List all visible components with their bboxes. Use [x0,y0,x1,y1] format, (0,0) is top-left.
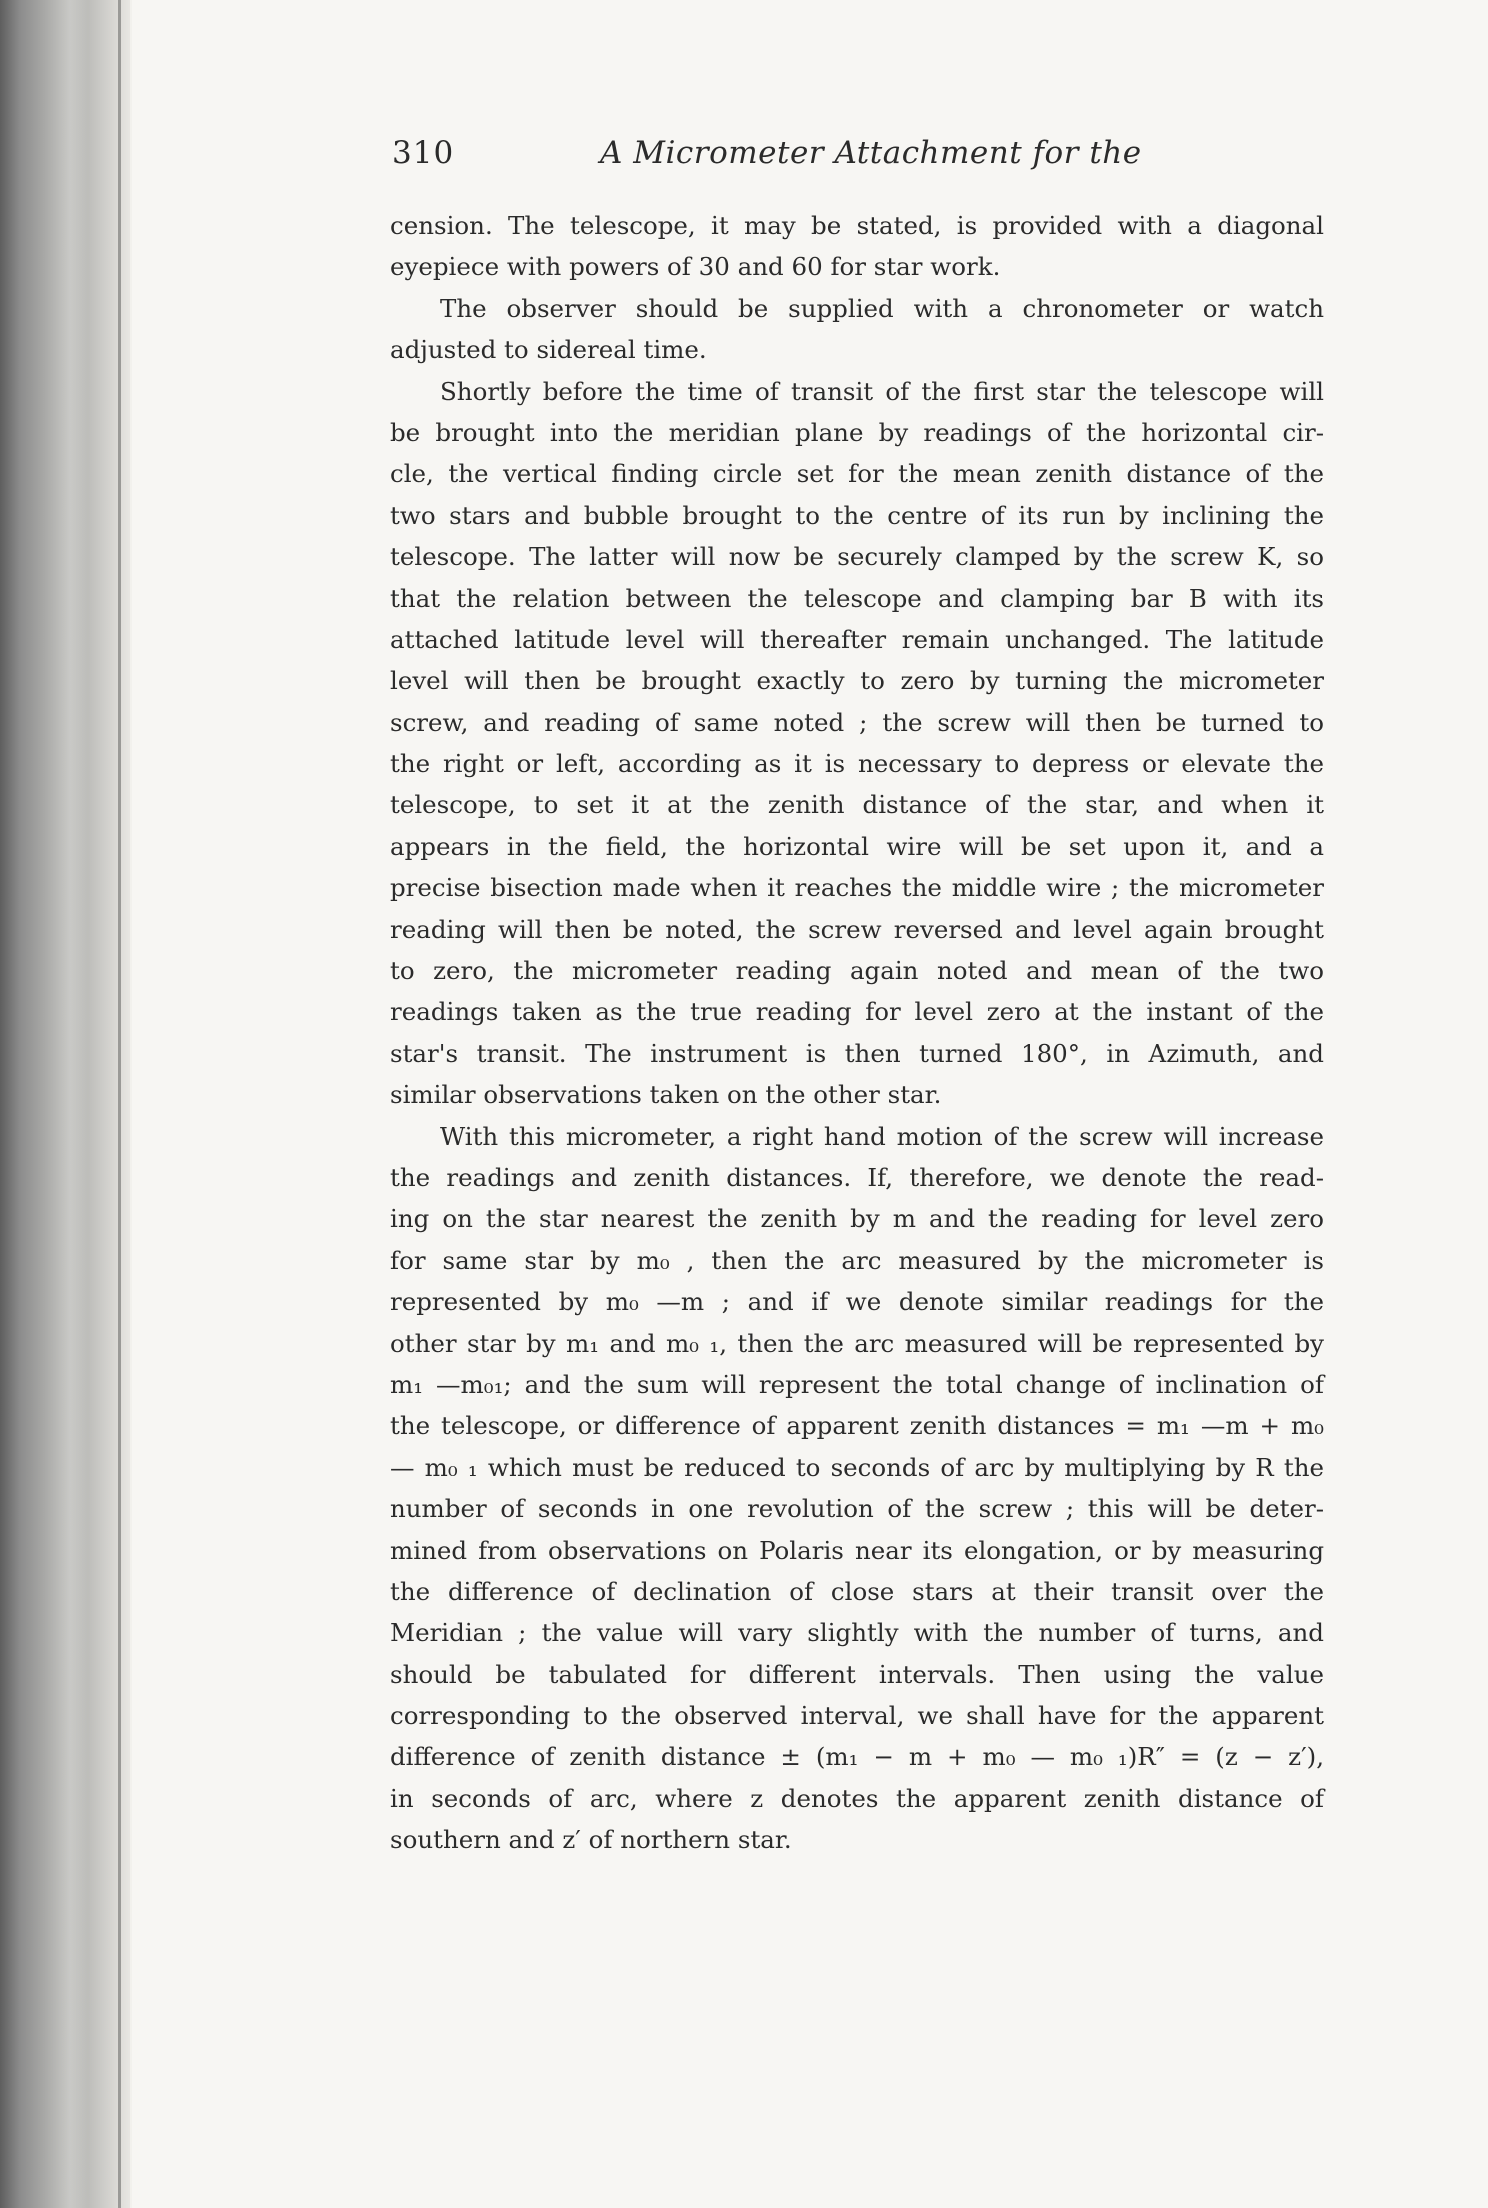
text-line: mined from observations on Polaris near its elongation, or by measuring [390,1535,1324,1565]
text-line: Meridian ; the value will vary slightly with the number of turns, and [390,1618,1324,1648]
book-binding-edge [0,0,130,2208]
text-line: number of seconds in one revolution of the screw ; this will be deter- [390,1494,1324,1524]
text-line: the readings and zenith distances. If, therefore, we denote the read- [390,1162,1324,1192]
text-line: southern and z′ of northern star. [390,1825,792,1855]
body-text [390,205,1324,1861]
paragraph [390,288,1324,371]
text-line: represented by m₀ —m ; and if we denote similar readings for the [390,1287,1324,1317]
text-line: screw, and reading of same noted ; the screw will then be turned to [390,707,1324,737]
text-line: similar observations taken on the other star. [390,1080,942,1110]
text-line: appears in the field, the horizontal wire will be set upon it, and a [390,831,1324,861]
page-number: 310 [392,135,455,171]
text-line: eyepiece with powers of 30 and 60 for star work. [390,252,1001,282]
text-line: The observer should be supplied with a chronometer or watch [440,293,1324,323]
text-line: attached latitude level will thereafter remain unchanged. The latitude [390,624,1324,654]
text-line: that the relation between the telescope and clamping bar B with its [390,583,1324,613]
text-line: cle, the vertical finding circle set for the mean zenith distance of the [390,459,1324,489]
text-line: to zero, the micrometer reading again noted and mean of the two [390,956,1324,986]
text-line: adjusted to sidereal time. [390,335,707,365]
text-line: the difference of declination of close stars at their transit over the [390,1576,1324,1606]
text-line: the telescope, or difference of apparent zenith distances = m₁ —m + m₀ [390,1411,1324,1441]
text-line: should be tabulated for different intervals. Then using the value [390,1659,1324,1689]
text-line: — m₀ ₁ which must be reduced to seconds of arc by multiplying by R the [390,1452,1324,1482]
text-line: cension. The telescope, it may be stated, is provided with a diagonal [390,211,1324,240]
running-title: A Micrometer Attachment for the [600,135,1142,171]
binding-shadow-line [118,0,121,2208]
text-line: for same star by m₀ , then the arc measured by the micrometer is [390,1245,1324,1275]
text-line: precise bisection made when it reaches the middle wire ; the micrometer [390,873,1324,903]
paragraph [390,205,1324,288]
text-line: telescope. The latter will now be securely clamped by the screw K, so [390,542,1324,572]
text-line: be brought into the meridian plane by readings of the horizontal cir- [390,417,1324,447]
text-line: difference of zenith distance ± (m₁ − m + m₀ — m₀ ₁)R″ = (z − z′), [390,1742,1324,1772]
text-line: Shortly before the time of transit of the first star the telescope will [440,376,1324,406]
text-line: corresponding to the observed interval, we shall have for the apparent [390,1701,1324,1731]
text-line: the right or left, according as it is necessary to depress or elevate the [390,749,1324,779]
text-line: two stars and bubble brought to the centre of its run by inclining the [390,500,1324,530]
text-line: readings taken as the true reading for level zero at the instant of the [390,997,1324,1027]
text-line: With this micrometer, a right hand motion of the screw will increase [440,1121,1324,1151]
text-line: ing on the star nearest the zenith by m and the reading for level zero [390,1204,1324,1234]
paragraph [390,371,1324,1116]
text-line: star's transit. The instrument is then turned 180°, in Azimuth, and [390,1038,1324,1068]
text-line: level will then be brought exactly to zero by turning the micrometer [390,666,1324,696]
text-line: m₁ —m₀₁; and the sum will represent the total change of inclination of [390,1369,1324,1399]
paragraph [390,1116,1324,1861]
text-line: in seconds of arc, where z denotes the apparent zenith distance of [390,1783,1324,1813]
text-line: telescope, to set it at the zenith distance of the star, and when it [390,790,1324,820]
running-head [392,135,1392,185]
text-line: reading will then be noted, the screw reversed and level again brought [390,914,1324,944]
text-line: other star by m₁ and m₀ ₁, then the arc measured will be represented by [390,1328,1324,1358]
